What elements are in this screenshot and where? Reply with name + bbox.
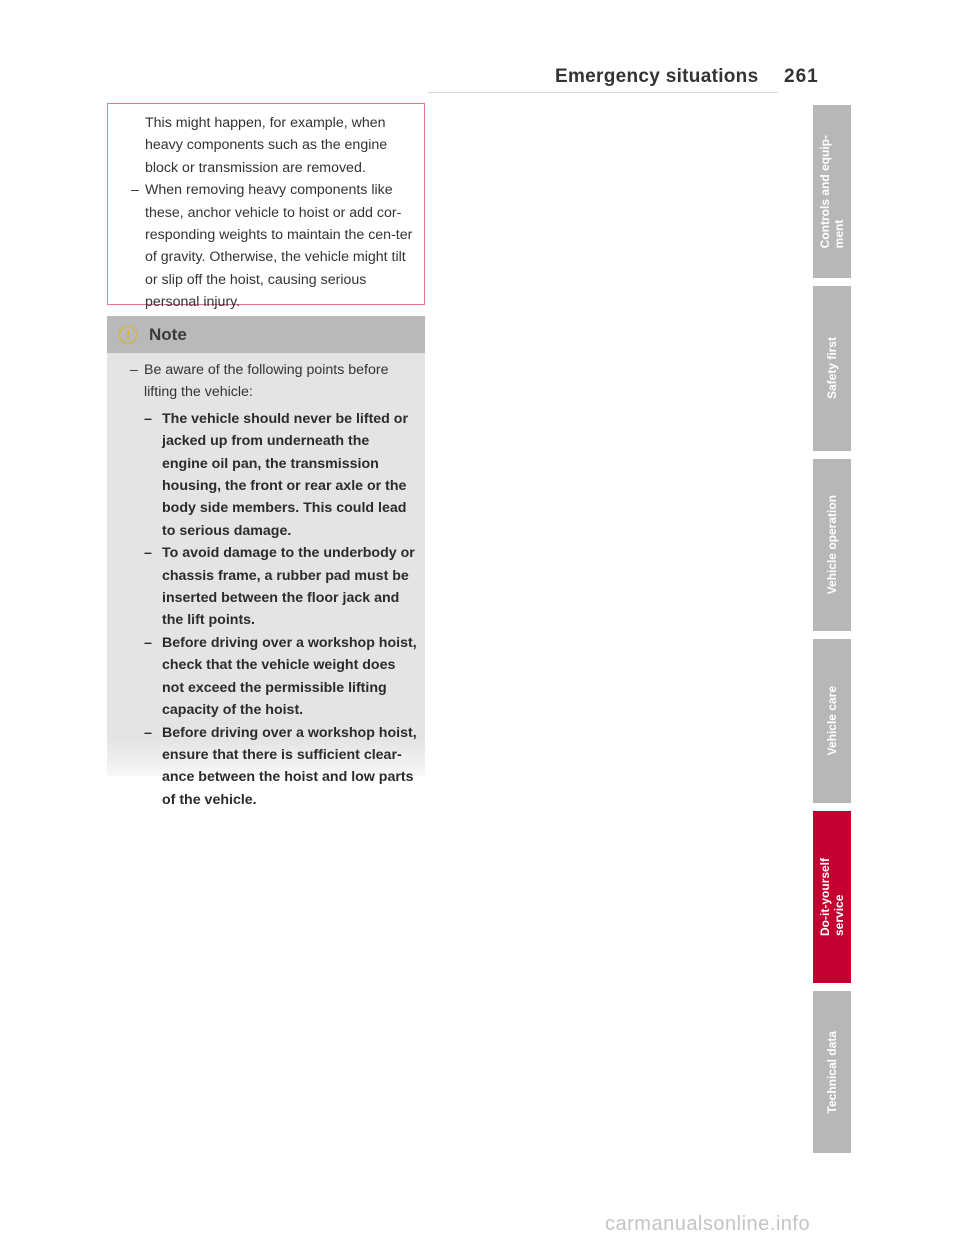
dash-bullet: – xyxy=(144,724,152,741)
tab-label: Safety first xyxy=(825,337,839,400)
tab-label: Do-it-yourself service xyxy=(818,858,846,936)
note-title: Note xyxy=(149,324,187,344)
warning-item xyxy=(120,179,414,313)
header-divider xyxy=(428,92,778,93)
warning-item-text: When removing heavy components like these, anchor vehicle to hoist or add cor-responding weights to maintain the cen-ter of gravity. Otherwise, the vehicle might tilt or slip off the hoist, causing serious personal injury. xyxy=(145,182,413,311)
note-list-item-text: Before driving over a workshop hoist, ensure that there is sufficient clear-ance between the hoist and low parts of the vehicle. xyxy=(162,724,417,808)
dash-bullet: – xyxy=(144,410,152,427)
tab-label: Technical data xyxy=(825,1030,839,1114)
tab-label: Vehicle operation xyxy=(825,495,839,595)
tab-vehicle-operation[interactable] xyxy=(813,459,851,631)
dash-bullet: – xyxy=(131,182,139,199)
dash-bullet: – xyxy=(144,545,152,562)
tab-label: Controls and equip- ment xyxy=(818,134,846,249)
warning-box xyxy=(107,103,425,311)
warning-continuation: This might happen, for example, when heavy components such as the engine block or transmission are removed. xyxy=(145,115,388,176)
note-list-item xyxy=(119,722,417,812)
tab-vehicle-care[interactable] xyxy=(813,639,851,803)
note-lead-text: Be aware of the following points before lifting the vehicle: xyxy=(144,362,389,401)
tab-technical-data[interactable] xyxy=(813,991,851,1153)
note-list-item-text: To avoid damage to the underbody or chassis frame, a rubber pad must be inserted between the floor jack and the lift points. xyxy=(162,545,415,629)
tab-do-it-yourself-service[interactable] xyxy=(813,811,851,983)
note-header xyxy=(107,316,425,353)
note-lead xyxy=(119,359,417,404)
caution-icon: ! xyxy=(119,326,137,344)
note-list-item-text: The vehicle should never be lifted or jacked up from underneath the engine oil pan, the transmission housing, the front or rear axle or the body side members. This could lead to serious damage. xyxy=(162,410,408,539)
note-body xyxy=(107,353,425,811)
note-box xyxy=(107,316,425,808)
note-list-item-text: Before driving over a workshop hoist, check that the vehicle weight does not exceed the permissible lifting capacity of the hoist. xyxy=(162,634,417,719)
tab-controls-and-equipment[interactable] xyxy=(813,105,851,278)
dash-bullet: – xyxy=(130,362,138,378)
tab-safety-first[interactable] xyxy=(813,286,851,451)
tab-label: Vehicle care xyxy=(825,686,839,756)
note-list-item xyxy=(119,542,417,632)
section-title: Emergency situations xyxy=(555,66,759,87)
note-list-item xyxy=(119,632,417,722)
note-list-item xyxy=(119,408,417,542)
watermark: carmanualsonline.info xyxy=(605,1213,811,1235)
dash-bullet: – xyxy=(144,634,152,651)
page-number: 261 xyxy=(784,66,819,87)
